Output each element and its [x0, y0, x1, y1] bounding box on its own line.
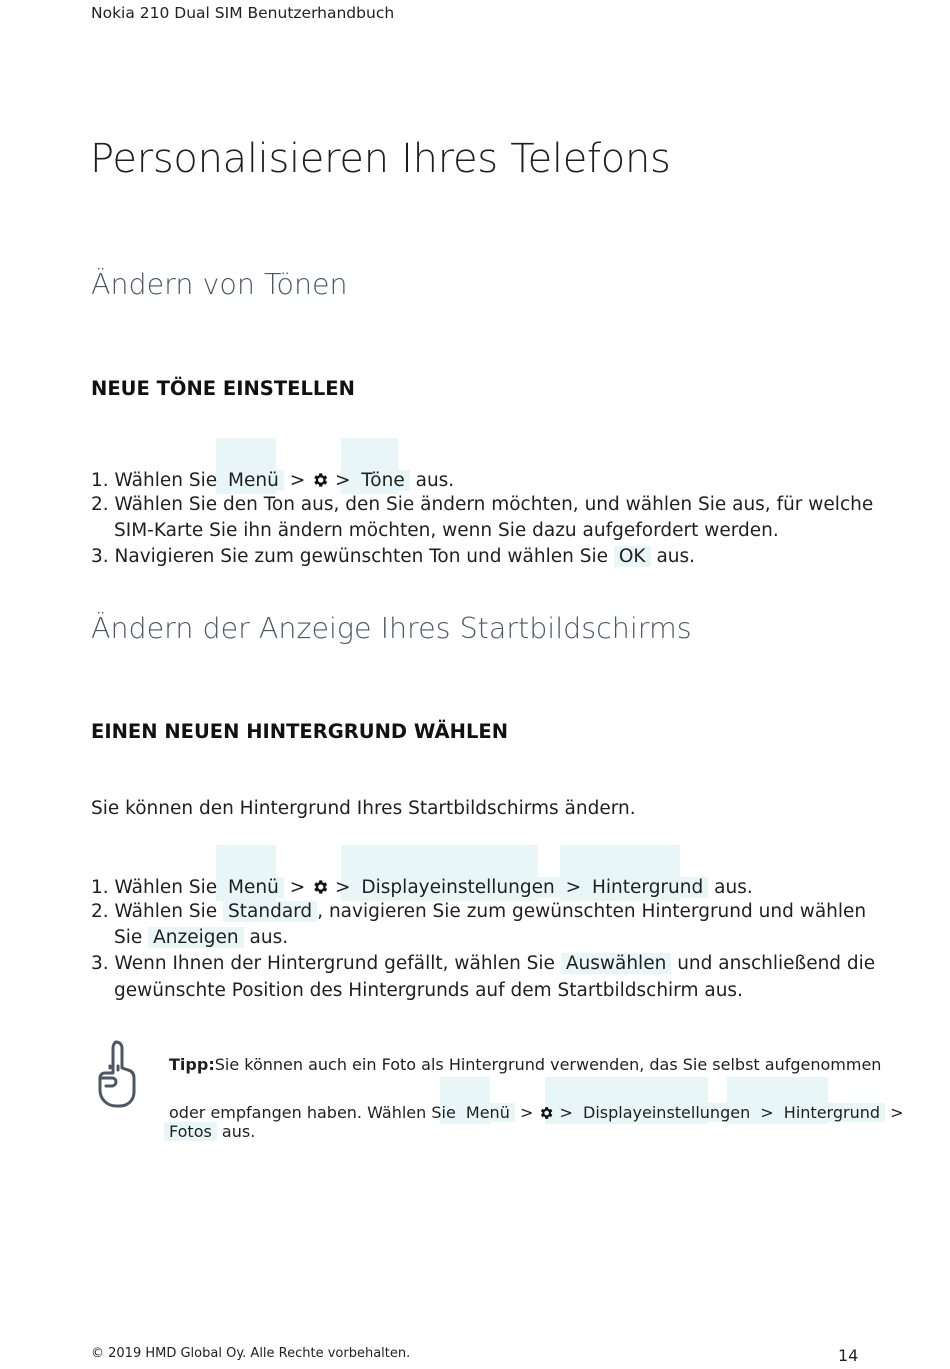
- step-text: aus.: [415, 470, 455, 491]
- step-text: aus.: [249, 927, 289, 948]
- step-text: Wählen Sie den Ton aus, den Sie ändern möchten, und wählen Sie aus, für welche: [114, 494, 874, 515]
- list-number: 1.: [91, 877, 109, 898]
- ui-term-menu: Menü: [223, 877, 284, 898]
- subheading-new-tones: NEUE TÖNE EINSTELLEN: [91, 377, 355, 400]
- list-number: 1.: [91, 470, 109, 491]
- ui-term-standard: Standard: [223, 901, 317, 922]
- list-item-continuation: SIM-Karte Sie ihn ändern möchten, wenn Sie dazu aufgefordert werden.: [114, 520, 779, 541]
- step-text: Navigieren Sie zum gewünschten Ton und wählen Sie: [114, 546, 608, 567]
- list-item: [91, 470, 454, 491]
- list-item-continuation: gewünschte Position des Hintergrunds auf dem Startbildschirm aus.: [114, 980, 743, 1001]
- separator: >: [289, 470, 306, 491]
- list-number: 3.: [91, 953, 109, 974]
- ui-term-ok: OK: [614, 546, 651, 567]
- page-title: Personalisieren Ihres Telefons: [90, 136, 671, 182]
- step-text: und anschließend die: [677, 953, 876, 974]
- settings-gear-icon: [311, 878, 329, 896]
- separator: >: [565, 877, 582, 898]
- document-header: Nokia 210 Dual SIM Benutzerhandbuch: [91, 4, 395, 22]
- separator: >: [335, 877, 351, 898]
- step-text: Wenn Ihnen der Hintergrund gefällt, wählen Sie: [114, 953, 555, 974]
- footer-copyright: © 2019 HMD Global Oy. Alle Rechte vorbehalten.: [91, 1346, 411, 1361]
- list-item: [91, 901, 866, 922]
- step-text: aus.: [656, 546, 696, 567]
- tip-line: [169, 1055, 881, 1074]
- list-number: 2.: [91, 494, 109, 515]
- page-number: 14: [838, 1346, 859, 1365]
- list-item: [91, 953, 875, 974]
- step-text: Sie: [114, 927, 143, 948]
- step-text: , navigieren Sie zum gewünschten Hintergrund und wählen: [317, 901, 867, 922]
- tip-text: oder empfangen haben. Wählen Sie: [169, 1103, 456, 1122]
- ui-term-select: Auswählen: [561, 953, 671, 974]
- ui-term-menu: Menü: [223, 470, 284, 491]
- step-text: aus.: [714, 877, 753, 898]
- tip-line: [169, 1103, 904, 1122]
- ui-term-wallpaper: Hintergrund: [587, 877, 708, 898]
- intro-paragraph: Sie können den Hintergrund Ihres Startbildschirms ändern.: [91, 798, 636, 819]
- ui-term-menu: Menü: [461, 1103, 515, 1122]
- ui-term-display-settings: Displayeinstellungen: [578, 1103, 755, 1122]
- section-heading-tones: Ändern von Tönen: [91, 268, 348, 301]
- tip-colon: :: [208, 1055, 215, 1074]
- list-number: 2.: [91, 901, 109, 922]
- tip-text: Sie können auch ein Foto als Hintergrund verwenden, das Sie selbst aufgenommen: [214, 1055, 882, 1074]
- section-heading-homescreen: Ändern der Anzeige Ihres Startbildschirms: [91, 612, 692, 645]
- subheading-new-wallpaper: EINEN NEUEN HINTERGRUND WÄHLEN: [91, 720, 509, 743]
- separator: >: [519, 1103, 534, 1122]
- tip-label: Tipp: [169, 1055, 209, 1074]
- separator: >: [559, 1103, 573, 1122]
- tip-line: [164, 1122, 255, 1141]
- list-item: [91, 877, 753, 898]
- settings-gear-icon: [311, 471, 329, 489]
- pointing-hand-icon: [88, 1038, 138, 1108]
- ui-term-display-settings: Displayeinstellungen: [356, 877, 559, 898]
- separator: >: [890, 1103, 904, 1122]
- step-text: Wählen Sie: [114, 877, 218, 898]
- list-number: 3.: [91, 546, 109, 567]
- list-item: [91, 546, 695, 567]
- step-text: Wählen Sie: [114, 470, 218, 491]
- separator: >: [760, 1103, 774, 1122]
- step-text: Wählen Sie: [114, 901, 218, 922]
- ui-term-tones: Töne: [356, 470, 409, 491]
- ui-term-show: Anzeigen: [148, 927, 243, 948]
- separator: >: [289, 877, 306, 898]
- settings-gear-icon: [538, 1105, 554, 1121]
- separator: >: [335, 470, 351, 491]
- ui-term-wallpaper: Hintergrund: [779, 1103, 885, 1122]
- ui-term-photos: Fotos: [164, 1122, 217, 1141]
- tip-text: aus.: [221, 1122, 256, 1141]
- list-item-continuation: [114, 927, 288, 948]
- list-item: [91, 494, 873, 515]
